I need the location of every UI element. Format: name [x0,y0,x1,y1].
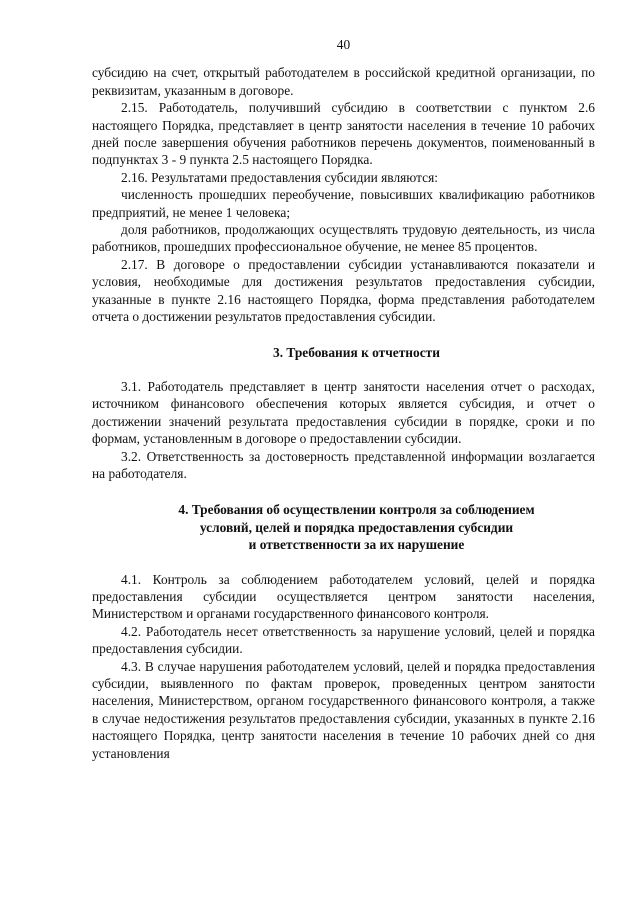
paragraph-continuation: субсидию на счет, открытый работодателем в российской кредитной организации, по реквизитам, указанным в договоре. [92,65,595,98]
paragraph-result-1: численность прошедших переобучение, повысивших квалификацию работников предприятий, не менее 1 человека; [92,187,595,220]
paragraph-3-1: 3.1. Работодатель представляет в центр занятости населения отчет о расходах, источником финансового обеспечения которых является субсидия, и отчет о достижении значений результата предоставления субсидии в порядке, сроки и по формам, установленным в договоре о предоставлении субсидии. [92,378,595,447]
section-4-heading [92,501,595,553]
paragraph-4-1: 4.1. Контроль за соблюдением работодателем условий, целей и порядка предоставления субсидии осуществляется центром занятости населения, Министерством и органами государственного финансового контроля. [92,571,595,622]
section-4-heading-line-3: и ответственности за их нарушение [248,537,465,553]
section-3-heading: 3. Требования к отчетности [273,344,440,360]
paragraph-4-2: 4.2. Работодатель несет ответственность за нарушение условий, целей и порядка предоставления субсидии. [92,623,595,657]
page-number: 40 [336,37,351,52]
paragraph-3-2: 3.2. Ответственность за достоверность представленной информации возлагается на работодателя. [92,448,595,481]
paragraph-result-2: доля работников, продолжающих осуществлять трудовую деятельность, из числа работников, прошедших профессиональное обучение, не менее 85 процентов. [92,222,595,255]
section-4-heading-line-1: 4. Требования об осуществлении контроля за соблюдением [178,502,535,518]
document-page [92,36,595,762]
paragraph-2-17: 2.17. В договоре о предоставлении субсидии устанавливаются показатели и условия, необходимые для достижения результатов предоставления субсидии, указанные в пункте 2.16 настоящего Порядка, форма представления работодателем отчета о достижении результатов предоставления субсидии. [92,256,595,325]
paragraph-2-15: 2.15. Работодатель, получивший субсидию в соответствии с пунктом 2.6 настоящего Порядка, представляет в центр занятости населения в течение 10 рабочих дней после завершения обучения работников перечень документов, поименованный в подпунктах 3 - 9 пункта 2.5 настоящего Порядка. [92,100,595,168]
section-4-heading-line-2: условий, целей и порядка предоставления субсидии [199,519,514,535]
paragraph-4-3: 4.3. В случае нарушения работодателем условий, целей и порядка предоставления субсидии, выявленного по фактам проверок, проведенных центром занятости населения, Министерством, органом государственного финансового контроля, а также в случае недостижения результатов предоставления субсидии, указанных в пункте 2.16 настоящего Порядка, центр занятости населения в течение 10 рабочих дней со дня установления [92,658,595,761]
paragraph-2-16: 2.16. Результатами предоставления субсидии являются: [121,169,438,185]
